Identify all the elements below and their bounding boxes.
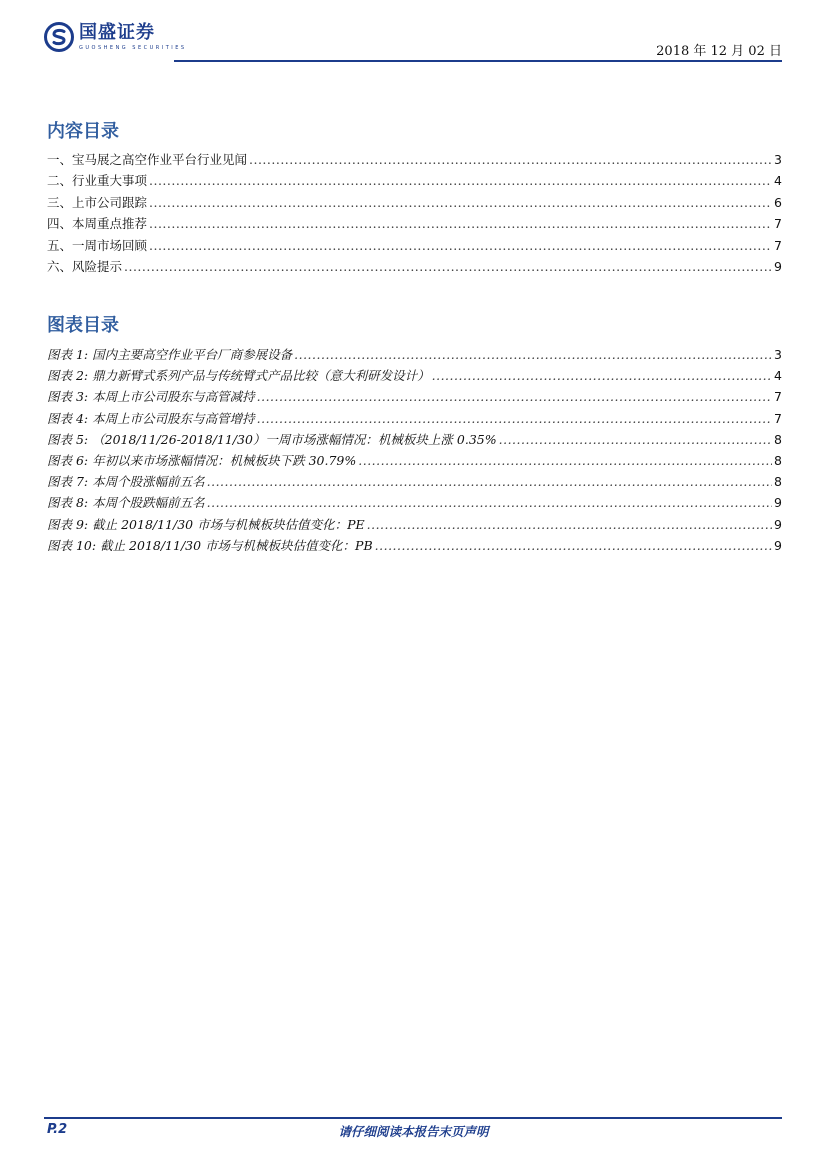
toc-leader-dots: [207, 495, 772, 510]
toc-entry-label: 图表 4: 本周上市公司股东与高管增持: [47, 410, 255, 426]
toc-leader-dots: [257, 411, 772, 426]
page-header: [44, 22, 782, 62]
toc-entry[interactable]: [47, 409, 782, 430]
brand-logo: [44, 22, 187, 62]
toc-leader-dots: [257, 389, 772, 404]
toc-entry-page: 3: [774, 152, 782, 167]
toc-leader-dots: [249, 152, 772, 167]
toc-entry[interactable]: [47, 366, 782, 387]
toc-entry[interactable]: [47, 171, 782, 192]
toc-entry[interactable]: [47, 430, 782, 451]
toc-entry-page: 8: [774, 431, 782, 447]
toc-entry-page: 3: [774, 347, 782, 362]
toc-entry-label: 五、一周市场回顾: [47, 237, 148, 253]
toc-leader-dots: [207, 474, 772, 489]
toc-entry[interactable]: [47, 515, 782, 536]
toc-entry[interactable]: [47, 257, 782, 278]
toc-entry-page: 6: [774, 194, 782, 210]
contents-list: [47, 150, 782, 278]
toc-entry[interactable]: [47, 214, 782, 235]
brand-name: 国盛证券: [79, 22, 155, 43]
toc-entry-label: 一、宝马展之高空作业平台行业见闻: [47, 152, 248, 167]
toc-entry[interactable]: [47, 451, 782, 472]
disclaimer-note: 请仔细阅读本报告末页声明: [338, 1124, 489, 1139]
toc-entry-page: 9: [774, 537, 782, 553]
toc-leader-dots: [358, 453, 772, 468]
report-date: 2018 年 12 月 02 日: [656, 44, 782, 59]
toc-entry-label: 图表 8: 本周个股跌幅前五名: [47, 495, 205, 511]
toc-entry-label: 图表 5: （2018/11/26-2018/11/30）一周市场涨幅情况：机械板块上涨 0.35%: [47, 431, 497, 447]
figures-list: [47, 345, 782, 557]
toc-entry-page: 7: [774, 237, 782, 253]
toc-leader-dots: [149, 173, 772, 188]
toc-entry-label: 图表 1: 国内主要高空作业平台厂商参展设备: [47, 347, 293, 362]
toc-entry[interactable]: [47, 345, 782, 366]
toc-entry-label: 图表 6: 年初以来市场涨幅情况：机械板块下跌 30.79%: [47, 452, 357, 468]
toc-entry[interactable]: [47, 472, 782, 493]
footer-divider: [44, 1117, 782, 1119]
toc-entry-label: 图表 2: 鼎力新臂式系列产品与传统臂式产品比较（意大利研发设计）: [47, 368, 430, 384]
toc-entry-label: 六、风险提示: [47, 258, 123, 274]
toc-leader-dots: [367, 517, 772, 532]
toc-leader-dots: [124, 259, 772, 274]
toc-entry-label: 图表 7: 本周个股涨幅前五名: [47, 474, 205, 490]
toc-entry[interactable]: [47, 493, 782, 514]
toc-entry-page: 9: [774, 495, 782, 511]
toc-entry-label: 四、本周重点推荐: [47, 216, 148, 232]
figures-title: 图表目录: [47, 315, 119, 336]
toc-entry-page: 7: [774, 389, 782, 405]
toc-entry-page: 4: [774, 368, 782, 384]
toc-entry-page: 8: [774, 474, 782, 490]
brand-subtitle: GUOSHENG SECURITIES: [79, 45, 187, 51]
toc-entry[interactable]: [47, 387, 782, 408]
toc-leader-dots: [375, 538, 772, 553]
toc-entry-page: 9: [774, 258, 782, 274]
toc-entry-label: 三、上市公司跟踪: [47, 194, 148, 210]
toc-entry[interactable]: [47, 236, 782, 257]
contents-title: 内容目录: [47, 121, 119, 142]
toc-entry-label: 图表 10: 截止 2018/11/30 市场与机械板块估值变化：PB: [47, 537, 373, 553]
toc-entry[interactable]: [47, 193, 782, 214]
toc-entry-page: 7: [774, 410, 782, 426]
toc-entry-label: 图表 9: 截止 2018/11/30 市场与机械板块估值变化：PE: [47, 516, 365, 532]
toc-entry-page: 7: [774, 216, 782, 232]
toc-entry-page: 8: [774, 452, 782, 468]
page-number: P.2: [47, 1122, 68, 1137]
toc-leader-dots: [149, 238, 772, 253]
toc-leader-dots: [432, 368, 772, 383]
toc-entry-page: 9: [774, 516, 782, 532]
toc-leader-dots: [149, 195, 772, 210]
toc-leader-dots: [499, 432, 772, 447]
toc-entry[interactable]: [47, 536, 782, 557]
toc-entry-label: 二、行业重大事项: [47, 173, 148, 189]
guosheng-logo-icon: [44, 22, 74, 52]
toc-leader-dots: [294, 347, 772, 362]
toc-entry-page: 4: [774, 173, 782, 189]
toc-entry-label: 图表 3: 本周上市公司股东与高管减持: [47, 389, 255, 405]
toc-leader-dots: [149, 216, 772, 231]
header-divider: [174, 60, 782, 62]
toc-entry[interactable]: [47, 150, 782, 171]
